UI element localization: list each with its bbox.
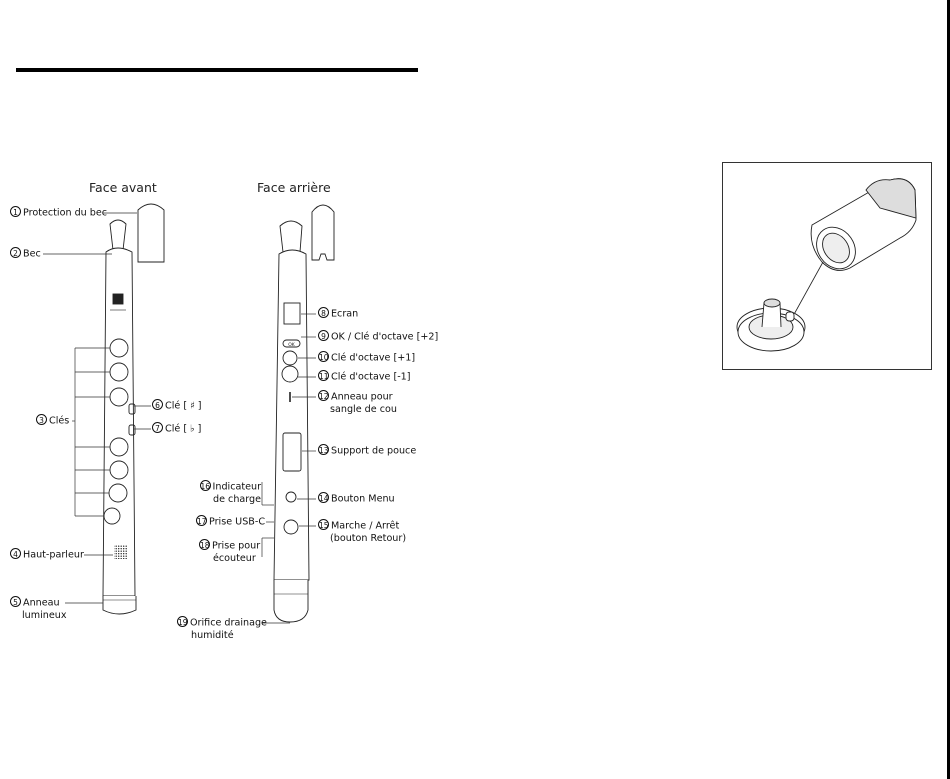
speaker-grille xyxy=(114,545,128,559)
label-drain-hole: 19 Orifice drainage humidité xyxy=(178,617,267,641)
label-usbc-port: 17 Prise USB-C xyxy=(197,516,266,528)
label-octave-plus1: 10 Clé d'octave [+1] xyxy=(319,352,416,364)
front-face-title: Face avant xyxy=(89,180,157,195)
label-strap-ring: 12 Anneau pour sangle de cou xyxy=(319,391,397,415)
back-face-title: Face arrière xyxy=(257,180,331,195)
label-light-ring: 5 Anneau lumineux xyxy=(10,597,67,622)
label-speaker: 4 Haut-parleur xyxy=(10,549,84,562)
inset-frame xyxy=(722,162,932,370)
label-mouthpiece-cap: 1 Protection du bec xyxy=(10,207,107,220)
label-ok-octave-plus2: 9 OK / Clé d'octave [+2] xyxy=(318,331,438,344)
label-sharp-key: 6 Clé [ ♯ ] xyxy=(152,400,202,413)
label-headphone-jack: 18 Prise pour écouteur xyxy=(200,540,261,564)
label-thumb-rest: 13 Support de pouce xyxy=(319,445,417,457)
label-keys: 3 Clés xyxy=(36,415,69,428)
label-screen: 8 Ecran xyxy=(318,308,358,321)
label-charge-indicator: 16 Indicateur de charge xyxy=(200,481,262,505)
ok-key-text: OK xyxy=(288,343,295,348)
label-power-button: 15 Marche / Arrêt (bouton Retour) xyxy=(319,520,407,544)
label-mouthpiece: 2 Bec xyxy=(10,248,41,261)
label-octave-minus1: 11 Clé d'octave [-1] xyxy=(319,371,411,383)
label-flat-key: 7 Clé [ ♭ ] xyxy=(152,423,201,436)
label-menu-button: 14 Bouton Menu xyxy=(319,493,395,505)
